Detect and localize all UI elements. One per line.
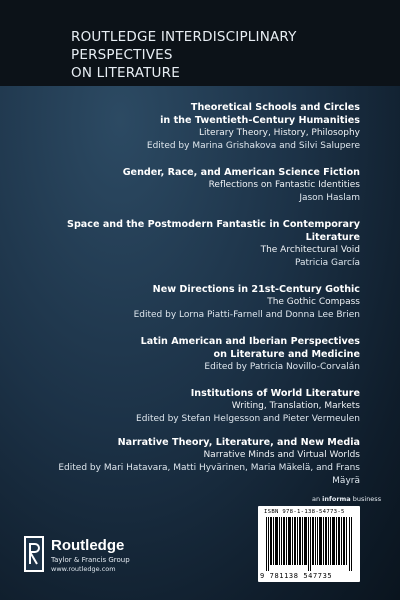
book-title bbox=[30, 335, 360, 361]
series-title-line-1: ROUTLEDGE INTERDISCIPLINARY PERSPECTIVES bbox=[71, 29, 297, 63]
informa-brand: informa bbox=[322, 495, 351, 503]
informa-suffix: business bbox=[350, 495, 382, 503]
book-title bbox=[30, 387, 360, 400]
series-banner bbox=[0, 0, 400, 86]
barcode-bars bbox=[266, 517, 354, 571]
publisher-name: Routledge bbox=[51, 537, 125, 554]
book-title bbox=[30, 166, 360, 179]
book-list bbox=[30, 101, 360, 501]
book-subtitle: Writing, Translation, Markets bbox=[231, 401, 360, 411]
book-credit: Patricia García bbox=[294, 258, 360, 268]
book-credit: Edited by Lorna Piatti-Farnell and Donna Lee Brien bbox=[133, 310, 360, 320]
book-item bbox=[30, 101, 360, 153]
book-credit: Edited by Patricia Novillo-Corvalán bbox=[204, 362, 360, 372]
book-title bbox=[30, 218, 360, 244]
series-title bbox=[71, 28, 391, 82]
book-credit: Edited by Mari Hatavara, Matti Hyvärinen, Maria Mäkelä, and Frans Mäyrä bbox=[58, 463, 360, 486]
book-title-line: Latin American and Iberian Perspectives bbox=[140, 336, 360, 347]
informa-prefix: an bbox=[312, 495, 323, 503]
book-title-line: Theoretical Schools and Circles bbox=[190, 102, 360, 113]
book-subtitle: Reflections on Fantastic Identities bbox=[208, 180, 360, 190]
book-title bbox=[30, 283, 360, 296]
book-title bbox=[30, 436, 360, 449]
book-item bbox=[30, 387, 360, 426]
book-subtitle: Literary Theory, History, Philosophy bbox=[199, 128, 360, 138]
publisher-group: Taylor & Francis Group bbox=[51, 556, 130, 564]
book-subtitle: The Architectural Void bbox=[260, 245, 360, 255]
book-title-line: Gender, Race, and American Science Fiction bbox=[122, 167, 360, 178]
book-title-line: New Directions in 21st-Century Gothic bbox=[152, 284, 360, 295]
series-title-line-2: ON LITERATURE bbox=[71, 65, 180, 81]
book-item bbox=[30, 436, 360, 488]
isbn-barcode bbox=[258, 506, 360, 582]
book-subtitle: Narrative Minds and Virtual Worlds bbox=[203, 450, 360, 460]
book-title-line: Institutions of World Literature bbox=[190, 388, 360, 399]
book-item bbox=[30, 283, 360, 322]
book-item bbox=[30, 166, 360, 205]
book-credit: Edited by Stefan Helgesson and Pieter Vermeulen bbox=[136, 414, 360, 424]
book-subtitle: The Gothic Compass bbox=[267, 297, 360, 307]
book-item bbox=[30, 335, 360, 374]
book-item bbox=[30, 218, 360, 270]
book-title-line: Narrative Theory, Literature, and New Media bbox=[117, 437, 360, 448]
book-credit: Edited by Marina Grishakova and Silvi Salupere bbox=[146, 141, 360, 151]
book-title-line: Space and the Postmodern Fantastic in Contemporary Literature bbox=[67, 219, 360, 243]
isbn-label: ISBN 978-1-138-54773-5 bbox=[264, 509, 345, 515]
publisher-url: www.routledge.com bbox=[51, 565, 116, 573]
routledge-r-icon bbox=[24, 536, 44, 572]
book-title bbox=[30, 101, 360, 127]
barcode-number: 9 781138 547735 bbox=[260, 572, 333, 580]
informa-business-tag bbox=[312, 495, 381, 503]
book-title-line: on Literature and Medicine bbox=[213, 349, 360, 360]
book-title-line: in the Twentieth-Century Humanities bbox=[160, 115, 360, 126]
book-credit: Jason Haslam bbox=[299, 193, 360, 203]
